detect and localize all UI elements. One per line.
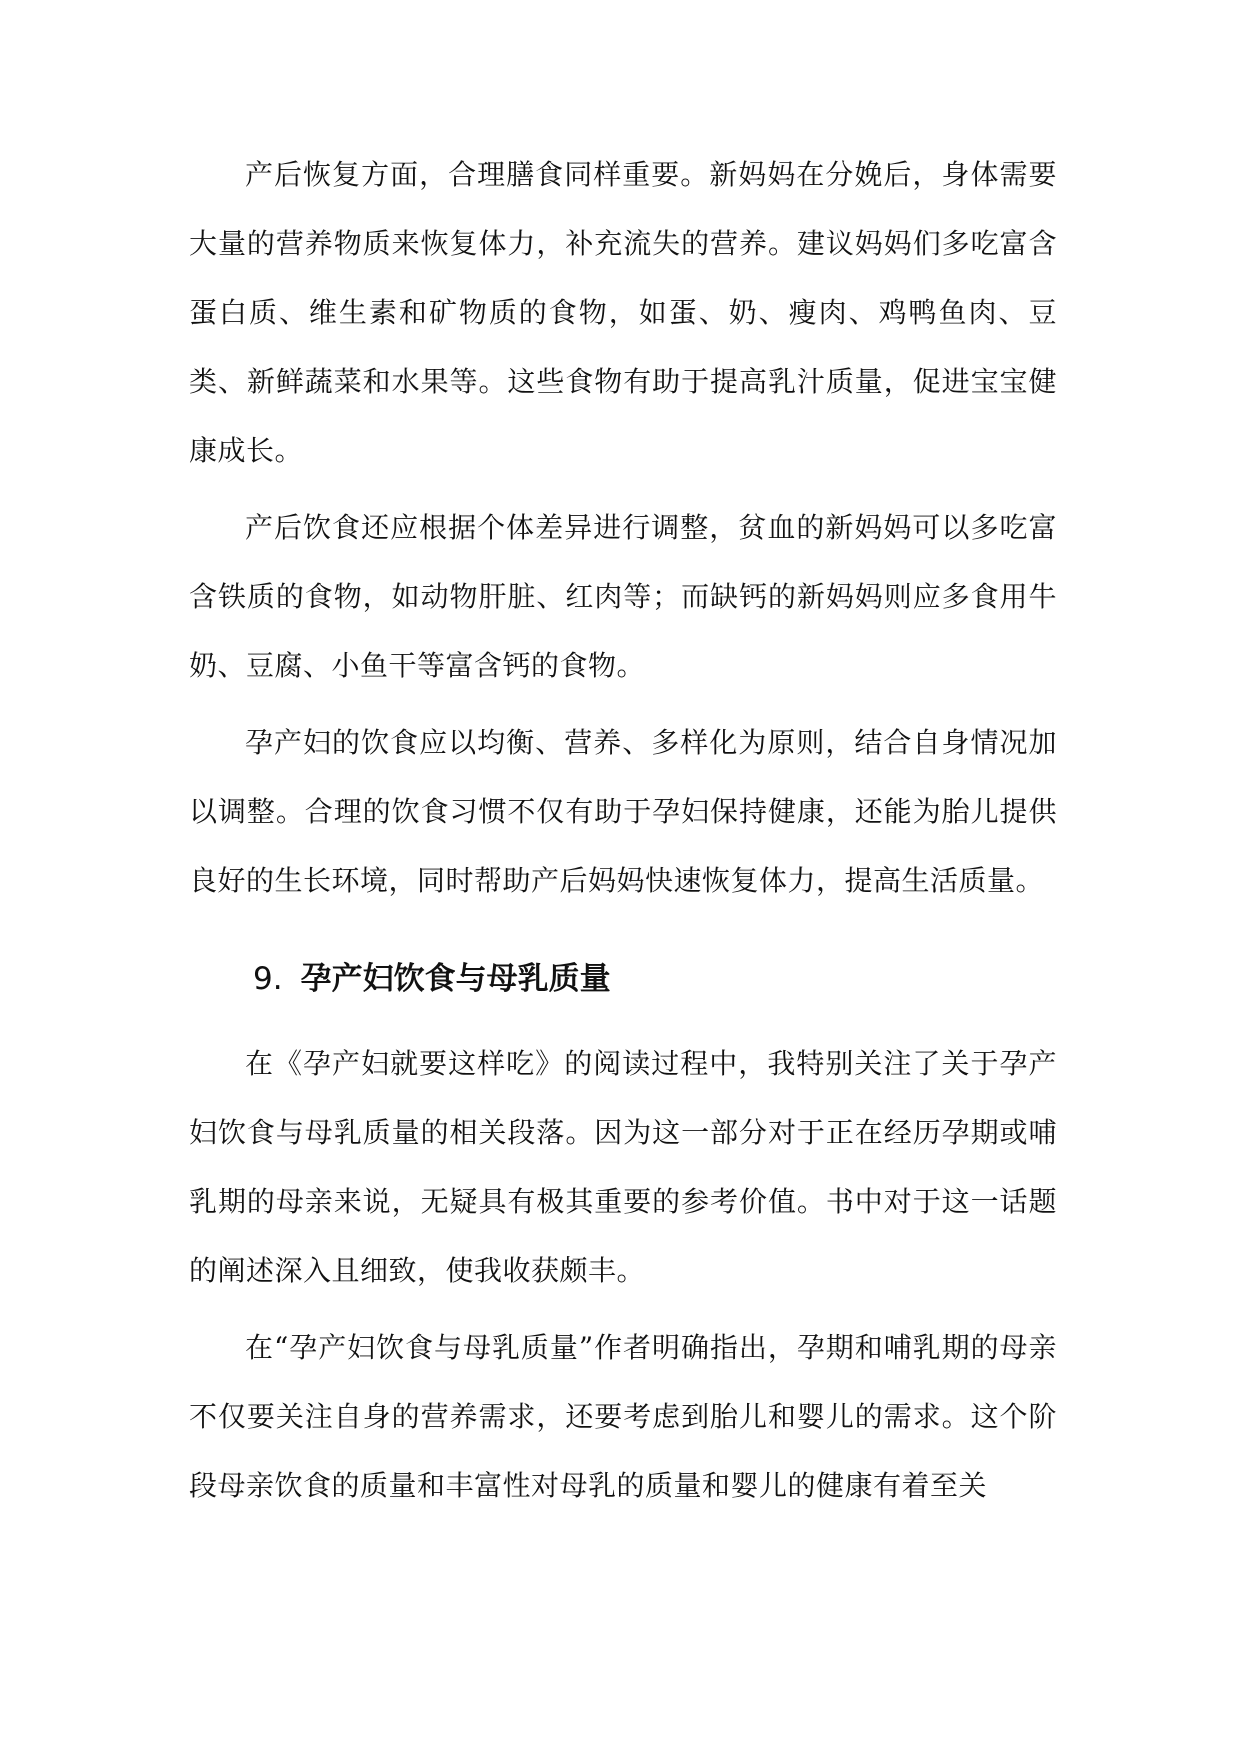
paragraph-postpartum-recovery: 产后恢复方面，合理膳食同样重要。新妈妈在分娩后，身体需要大量的营养物质来恢复体力，补充流失的营养。建议妈妈们多吃富含蛋白质、维生素和矿物质的食物，如蛋、奶、瘦肉、鸡鸭鱼肉、豆类、新鲜蔬菜和水果等。这些食物有助于提高乳汁质量，促进宝宝健康成长。 <box>189 158 1057 467</box>
paragraph-individual-adjustment: 产后饮食还应根据个体差异进行调整，贫血的新妈妈可以多吃富含铁质的食物，如动物肝脏、红肉等；而缺钙的新妈妈则应多食用牛奶、豆腐、小鱼干等富含钙的食物。 <box>189 511 1057 682</box>
page-content <box>189 140 1057 1520</box>
paragraph-diet-principles: 孕产妇的饮食应以均衡、营养、多样化为原则，结合自身情况加以调整。合理的饮食习惯不仅有助于孕妇保持健康，还能为胎儿提供良好的生长环境，同时帮助产后妈妈快速恢复体力，提高生活质量。 <box>189 726 1057 897</box>
section-title: 孕产妇饮食与母乳质量 <box>300 961 611 997</box>
section-heading <box>189 949 1057 1009</box>
paragraph-author-point: 在“孕产妇饮食与母乳质量”作者明确指出，孕期和哺乳期的母亲不仅要关注自身的营养需求，还要考虑到胎儿和婴儿的需求。这个阶段母亲饮食的质量和丰富性对母乳的质量和婴儿的健康有着至关 <box>189 1331 1057 1502</box>
section-number: 9. <box>253 961 283 997</box>
paragraph-reading-focus: 在《孕产妇就要这样吃》的阅读过程中，我特别关注了关于孕产妇饮食与母乳质量的相关段落。因为这一部分对于正在经历孕期或哺乳期的母亲来说，无疑具有极其重要的参考价值。书中对于这一话题的阐述深入且细致，使我收获颇丰。 <box>189 1047 1057 1287</box>
